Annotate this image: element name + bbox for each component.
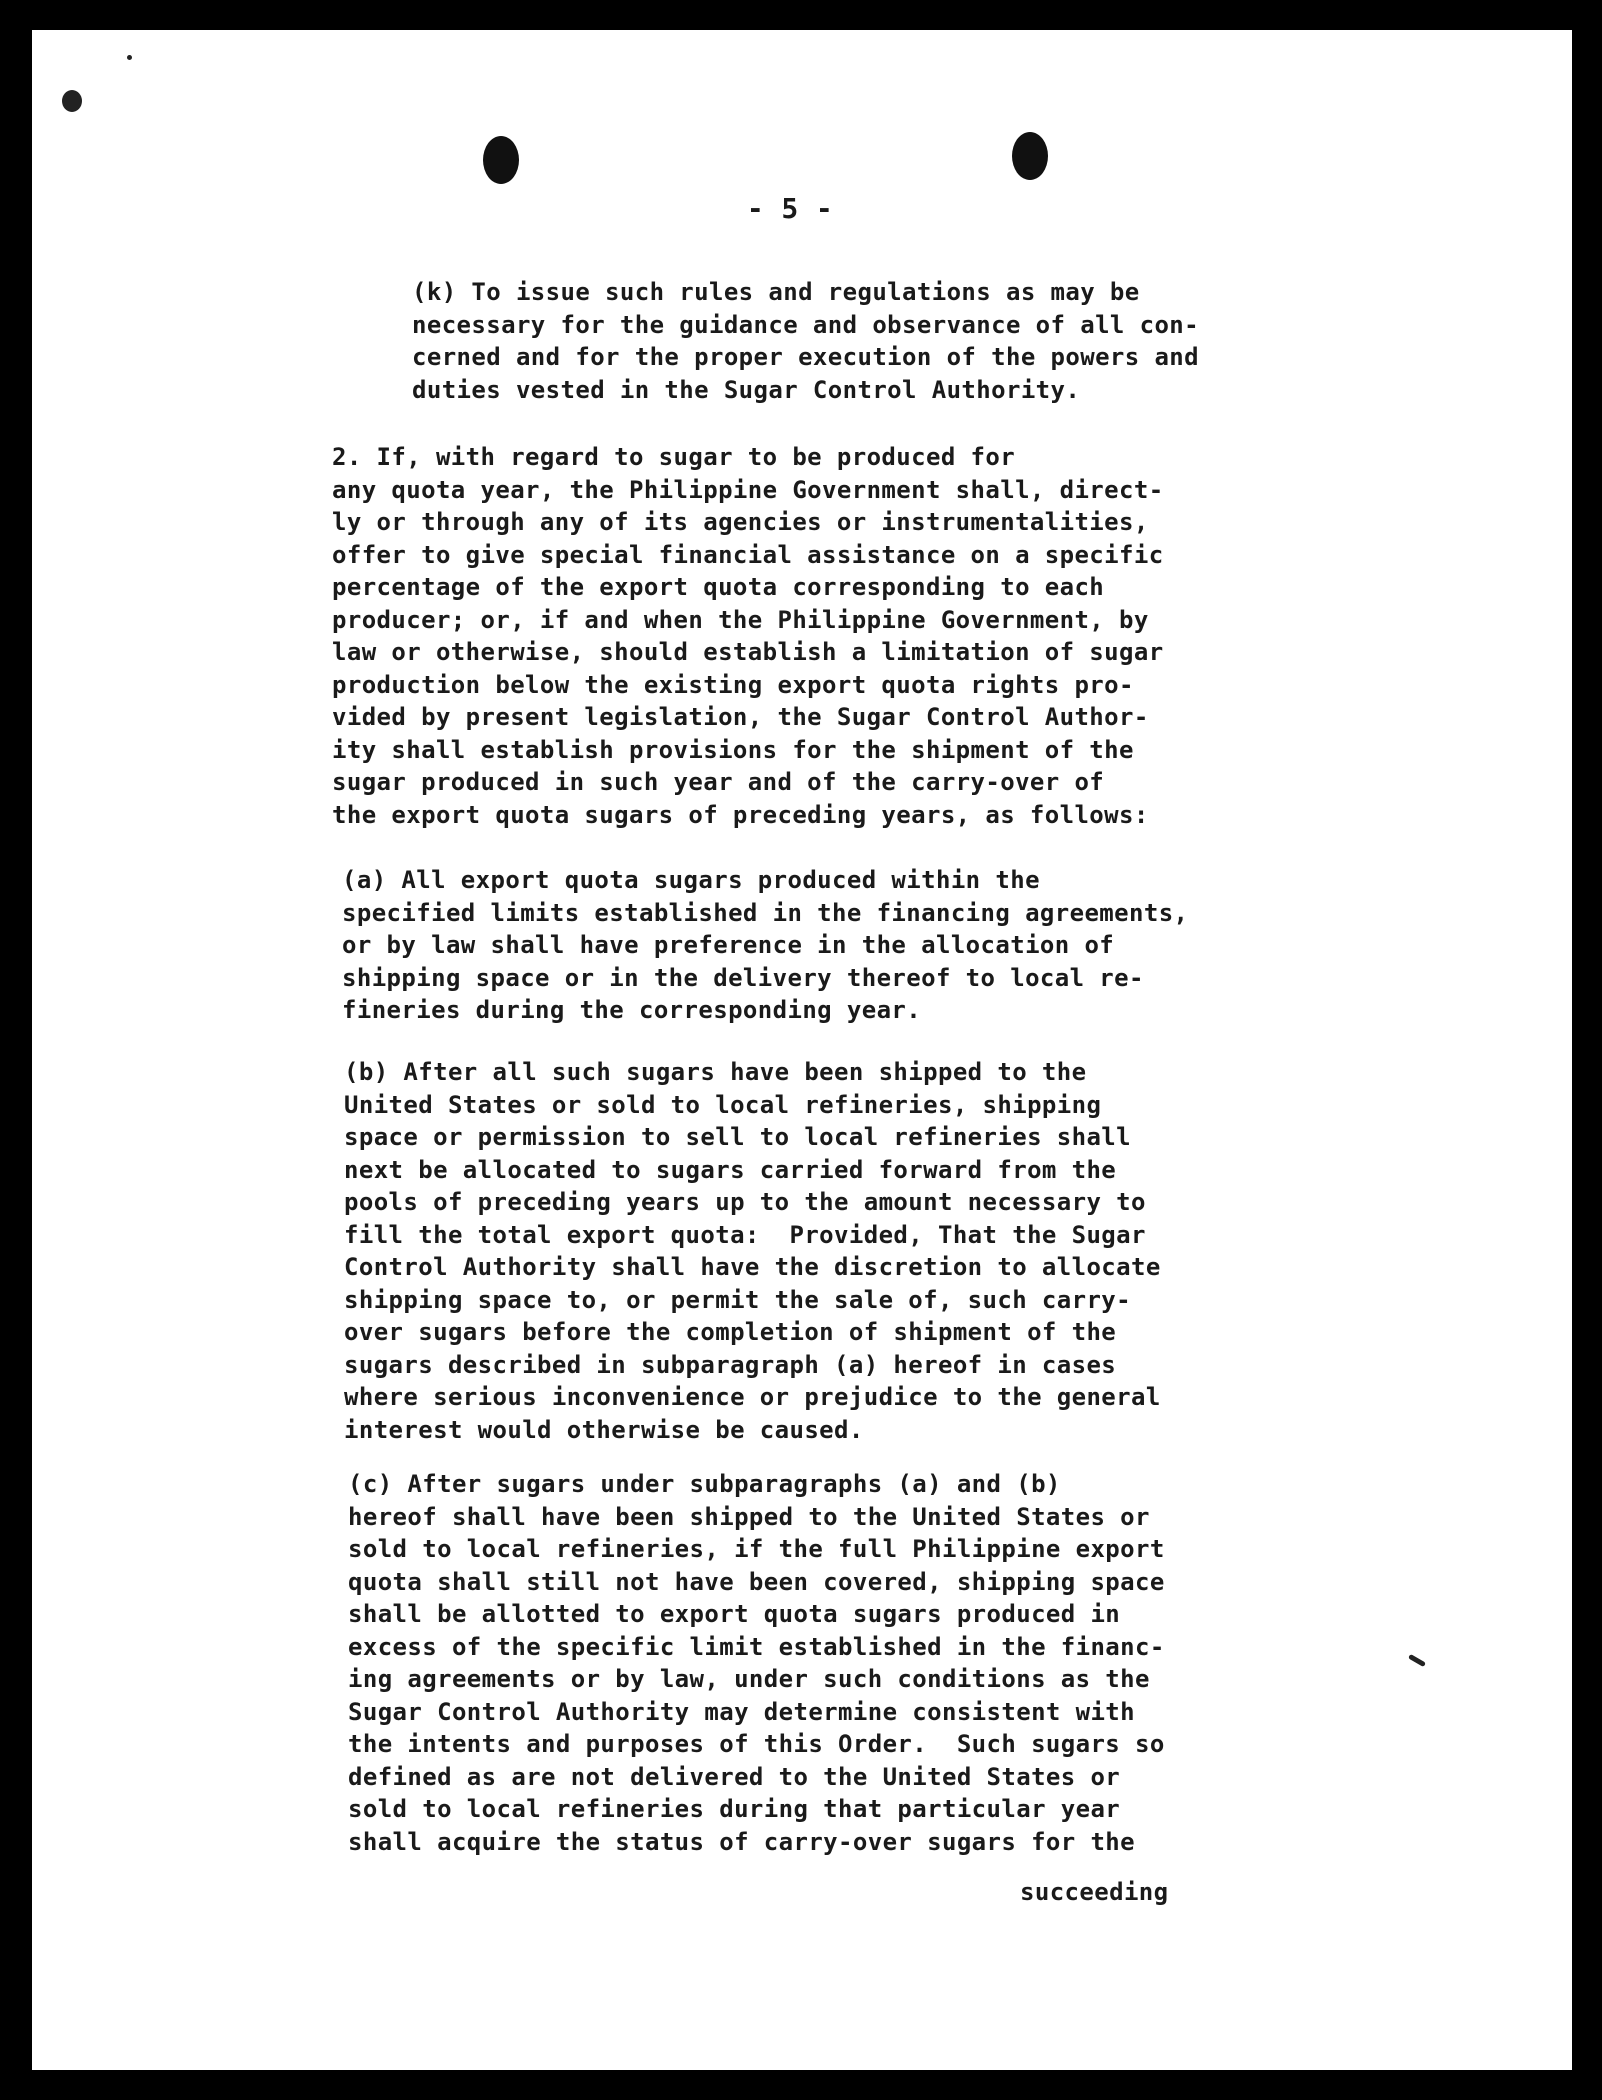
text-line: or by law shall have preference in the allocation of	[342, 931, 1115, 959]
text-line: sold to local refineries, if the full Philippine export	[348, 1535, 1165, 1563]
text-line: defined as are not delivered to the United States or	[348, 1762, 1121, 1791]
continuation-word: succeeding	[1020, 1878, 1169, 1906]
text-line: (k) To issue such rules and regulations as may be	[412, 278, 1140, 306]
text-line: ly or through any of its agencies or instrumentalities,	[332, 508, 1149, 536]
text-line: interest would otherwise be caused.	[344, 1415, 864, 1444]
text-line: vided by present legislation, the Sugar Control Author-	[332, 703, 1149, 731]
text-line: ity shall establish provisions for the shipment of the	[332, 735, 1134, 764]
text-line: quota shall still not have been covered, shipping space	[348, 1567, 1165, 1596]
text-line: ing agreements or by law, under such conditions as the	[348, 1665, 1150, 1693]
text-line: where serious inconvenience or prejudice to the general	[344, 1383, 1161, 1411]
text-line: next be allocated to sugars carried forward from the	[344, 1155, 1117, 1184]
paragraph-2	[332, 441, 1164, 831]
text-line: percentage of the export quota corresponding to each	[332, 573, 1105, 601]
text-line: United States or sold to local refineries, shipping	[344, 1090, 1102, 1119]
text-line: shipping space or in the delivery thereof to local re-	[342, 963, 1144, 992]
text-line: shipping space to, or permit the sale of, such carry-	[344, 1285, 1132, 1314]
ink-blot	[62, 90, 82, 112]
text-line: producer; or, if and when the Philippine Government, by	[332, 605, 1149, 634]
text-line: Sugar Control Authority may determine consistent with	[348, 1697, 1136, 1726]
text-line: over sugars before the completion of shipment of the	[344, 1318, 1117, 1346]
text-line: necessary for the guidance and observance of all con-	[412, 310, 1200, 339]
paragraph-a	[342, 864, 1188, 1027]
text-line: the intents and purposes of this Order. Such sugars so	[348, 1730, 1165, 1758]
paragraph-k	[412, 276, 1199, 406]
text-line: sugars described in subparagraph (a) hereof in cases	[344, 1350, 1117, 1379]
punch-hole-right	[1012, 132, 1048, 180]
text-line: cerned and for the proper execution of the powers and	[412, 343, 1200, 371]
text-line: offer to give special financial assistance on a specific	[332, 540, 1164, 569]
text-line: (a) All export quota sugars produced within the	[342, 866, 1040, 894]
punch-hole-left	[483, 136, 519, 184]
text-line: Control Authority shall have the discretion to allocate	[344, 1253, 1161, 1281]
text-line: any quota year, the Philippine Government shall, direct-	[332, 475, 1164, 504]
text-line: shall be allotted to export quota sugars produced in	[348, 1600, 1121, 1628]
text-line: fineries during the corresponding year.	[342, 996, 922, 1024]
text-line: space or permission to sell to local refineries shall	[344, 1123, 1132, 1151]
text-line: pools of preceding years up to the amount necessary to	[344, 1188, 1146, 1216]
ink-speck	[127, 55, 132, 60]
text-line: specified limits established in the financing agreements,	[342, 898, 1189, 927]
text-line: excess of the specific limit established in the financ-	[348, 1632, 1165, 1661]
text-line: (c) After sugars under subparagraphs (a) and (b)	[348, 1470, 1061, 1498]
text-line: the export quota sugars of preceding years, as follows:	[332, 800, 1149, 829]
text-line: production below the existing export quota rights pro-	[332, 670, 1134, 699]
paragraph-b	[344, 1056, 1161, 1446]
text-line: 2. If, with regard to sugar to be produced for	[332, 443, 1016, 471]
text-line: fill the total export quota: Provided, That the Sugar	[344, 1220, 1146, 1249]
text-line: (b) After all such sugars have been shipped to the	[344, 1058, 1087, 1086]
text-line: sold to local refineries during that particular year	[348, 1795, 1121, 1823]
text-line: law or otherwise, should establish a limitation of sugar	[332, 638, 1164, 666]
paragraph-c	[348, 1468, 1165, 1858]
text-line: hereof shall have been shipped to the United States or	[348, 1502, 1150, 1531]
text-line: sugar produced in such year and of the carry-over of	[332, 768, 1105, 796]
ink-speck	[1408, 1654, 1426, 1667]
page-number: - 5 -	[746, 192, 834, 225]
text-line: shall acquire the status of carry-over sugars for the	[348, 1827, 1136, 1856]
text-line: duties vested in the Sugar Control Authority.	[412, 375, 1081, 404]
